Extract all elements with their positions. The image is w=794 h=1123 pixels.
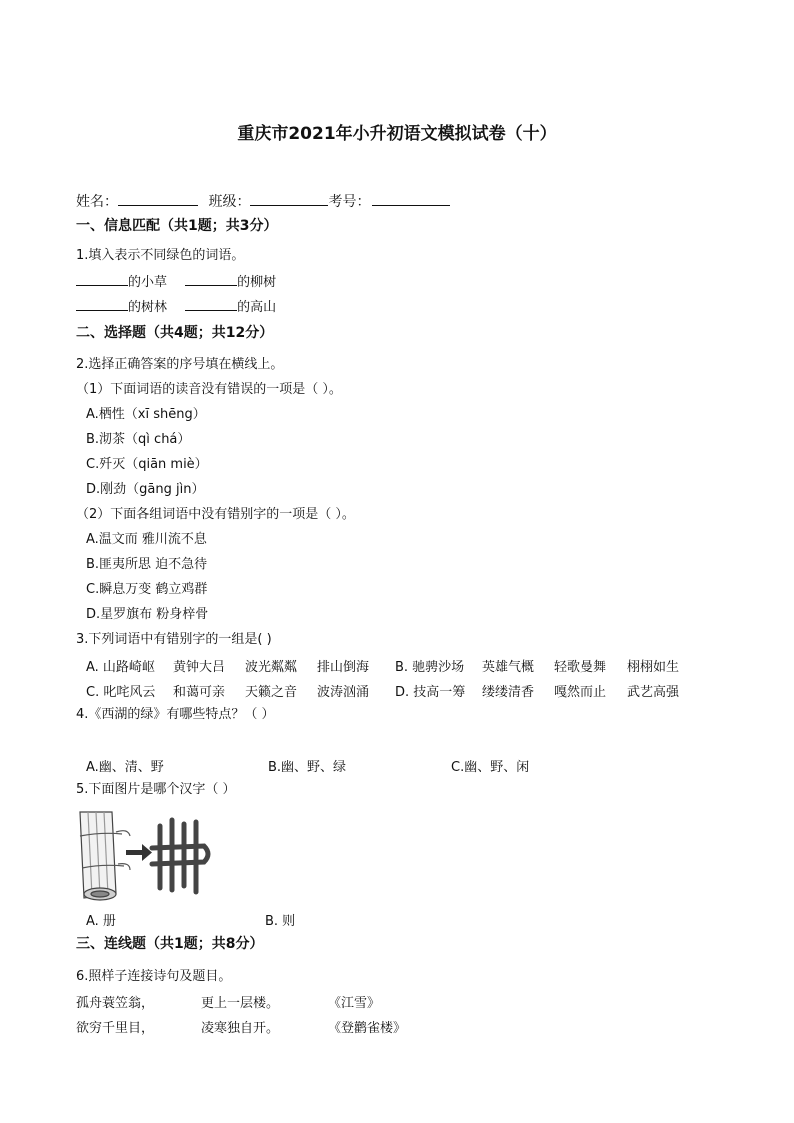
word-item: 波涛汹涌 [317, 685, 370, 700]
section-heading-2: 二、选择题（共4题；共12分） [76, 325, 274, 341]
name-label: 姓名： [76, 194, 118, 210]
word-item: 和蔼可亲 [173, 685, 226, 700]
question-6-stem: 6.照样子连接诗句及题目。 [76, 969, 232, 984]
question-1-item: 的小草 [128, 275, 168, 290]
bamboo-bundle-drawing [80, 812, 130, 900]
exam-no-blank[interactable] [372, 192, 450, 206]
word-item: 黄钟大吕 [173, 660, 226, 675]
option-b: B.沏茶（qì chá） [86, 432, 191, 447]
answer-blank[interactable] [185, 272, 237, 286]
ancient-character-drawing [152, 820, 208, 892]
word-item: 轻歌曼舞 [554, 660, 607, 675]
option-b: B. 则 [265, 914, 296, 929]
option-b: B.匪夷所思 迫不急待 [86, 557, 208, 572]
section-heading-3: 三、连线题（共1题；共8分） [76, 936, 264, 952]
option-d: D.星罗旗布 粉身梓骨 [86, 607, 209, 622]
section-heading-1: 一、信息匹配（共1题；共3分） [76, 218, 278, 234]
question-2-stem: 2.选择正确答案的序号填在横线上。 [76, 357, 284, 372]
option-b: B.幽、野、绿 [268, 760, 347, 775]
word-item: 缕缕清香 [482, 685, 535, 700]
poem-line-right[interactable]: 更上一层楼。 [201, 996, 280, 1011]
option-b: B. 驰骋沙场 [395, 660, 465, 675]
answer-blank[interactable] [185, 297, 237, 311]
page-title: 重庆市2021年小升初语文模拟试卷（十） [237, 124, 557, 144]
poem-title[interactable]: 《江雪》 [328, 996, 381, 1011]
option-c: C.瞬息万变 鹤立鸡群 [86, 582, 208, 597]
word-item: 栩栩如生 [627, 660, 680, 675]
question-2-sub1-stem: （1）下面词语的读音没有错误的一项是（ ）。 [76, 382, 342, 397]
student-info-line [76, 192, 450, 211]
option-d: D.刚劲（gāng jìn） [86, 482, 205, 497]
option-c: C. 叱咤风云 [86, 685, 156, 700]
answer-blank[interactable] [76, 272, 128, 286]
name-blank[interactable] [118, 192, 198, 206]
poem-line-right[interactable]: 凌寒独自开。 [201, 1021, 280, 1036]
class-label: 班级： [208, 194, 251, 210]
word-item: 嘎然而止 [554, 685, 607, 700]
class-blank[interactable] [250, 192, 328, 206]
question-1-item: 的树林 [128, 300, 168, 315]
option-c: C.歼灭（qiān miè） [86, 457, 208, 472]
bamboo-slips-to-character-image [72, 806, 222, 906]
word-item: 排山倒海 [317, 660, 370, 675]
word-item: 天籁之音 [245, 685, 298, 700]
arrow-icon [126, 844, 152, 861]
word-item: 波光粼粼 [245, 660, 298, 675]
question-1-item: 的高山 [237, 300, 277, 315]
poem-title[interactable]: 《登鹳雀楼》 [328, 1021, 407, 1036]
answer-blank[interactable] [76, 297, 128, 311]
option-c: C.幽、野、闲 [451, 760, 530, 775]
word-item: 武艺高强 [627, 685, 680, 700]
question-5-stem: 5.下面图片是哪个汉字（ ） [76, 782, 236, 797]
question-1-item: 的柳树 [237, 275, 277, 290]
exam-no-label: 考号： [328, 194, 371, 210]
question-1-row-2 [76, 297, 276, 317]
option-a: A. 册 [86, 914, 116, 929]
option-a: A.栖性（xī shēng） [86, 407, 206, 422]
poem-line-left[interactable]: 孤舟蓑笠翁， [76, 996, 155, 1011]
question-3-stem: 3.下列词语中有错别字的一组是( ) [76, 632, 272, 647]
option-a: A. 山路崎岖 [86, 660, 155, 675]
question-4-stem: 4.《西湖的绿》有哪些特点？（ ） [76, 707, 275, 722]
question-2-sub2-stem: （2）下面各组词语中没有错别字的一项是（ ）。 [76, 507, 355, 522]
option-a: A.幽、清、野 [86, 760, 164, 775]
option-d: D. 技高一筹 [395, 685, 466, 700]
option-a: A.温文而 雅川流不息 [86, 532, 207, 547]
word-item: 英雄气概 [482, 660, 535, 675]
poem-line-left[interactable]: 欲穷千里目， [76, 1021, 155, 1036]
question-1-row-1 [76, 272, 276, 292]
question-1-stem: 1.填入表示不同绿色的词语。 [76, 248, 245, 263]
